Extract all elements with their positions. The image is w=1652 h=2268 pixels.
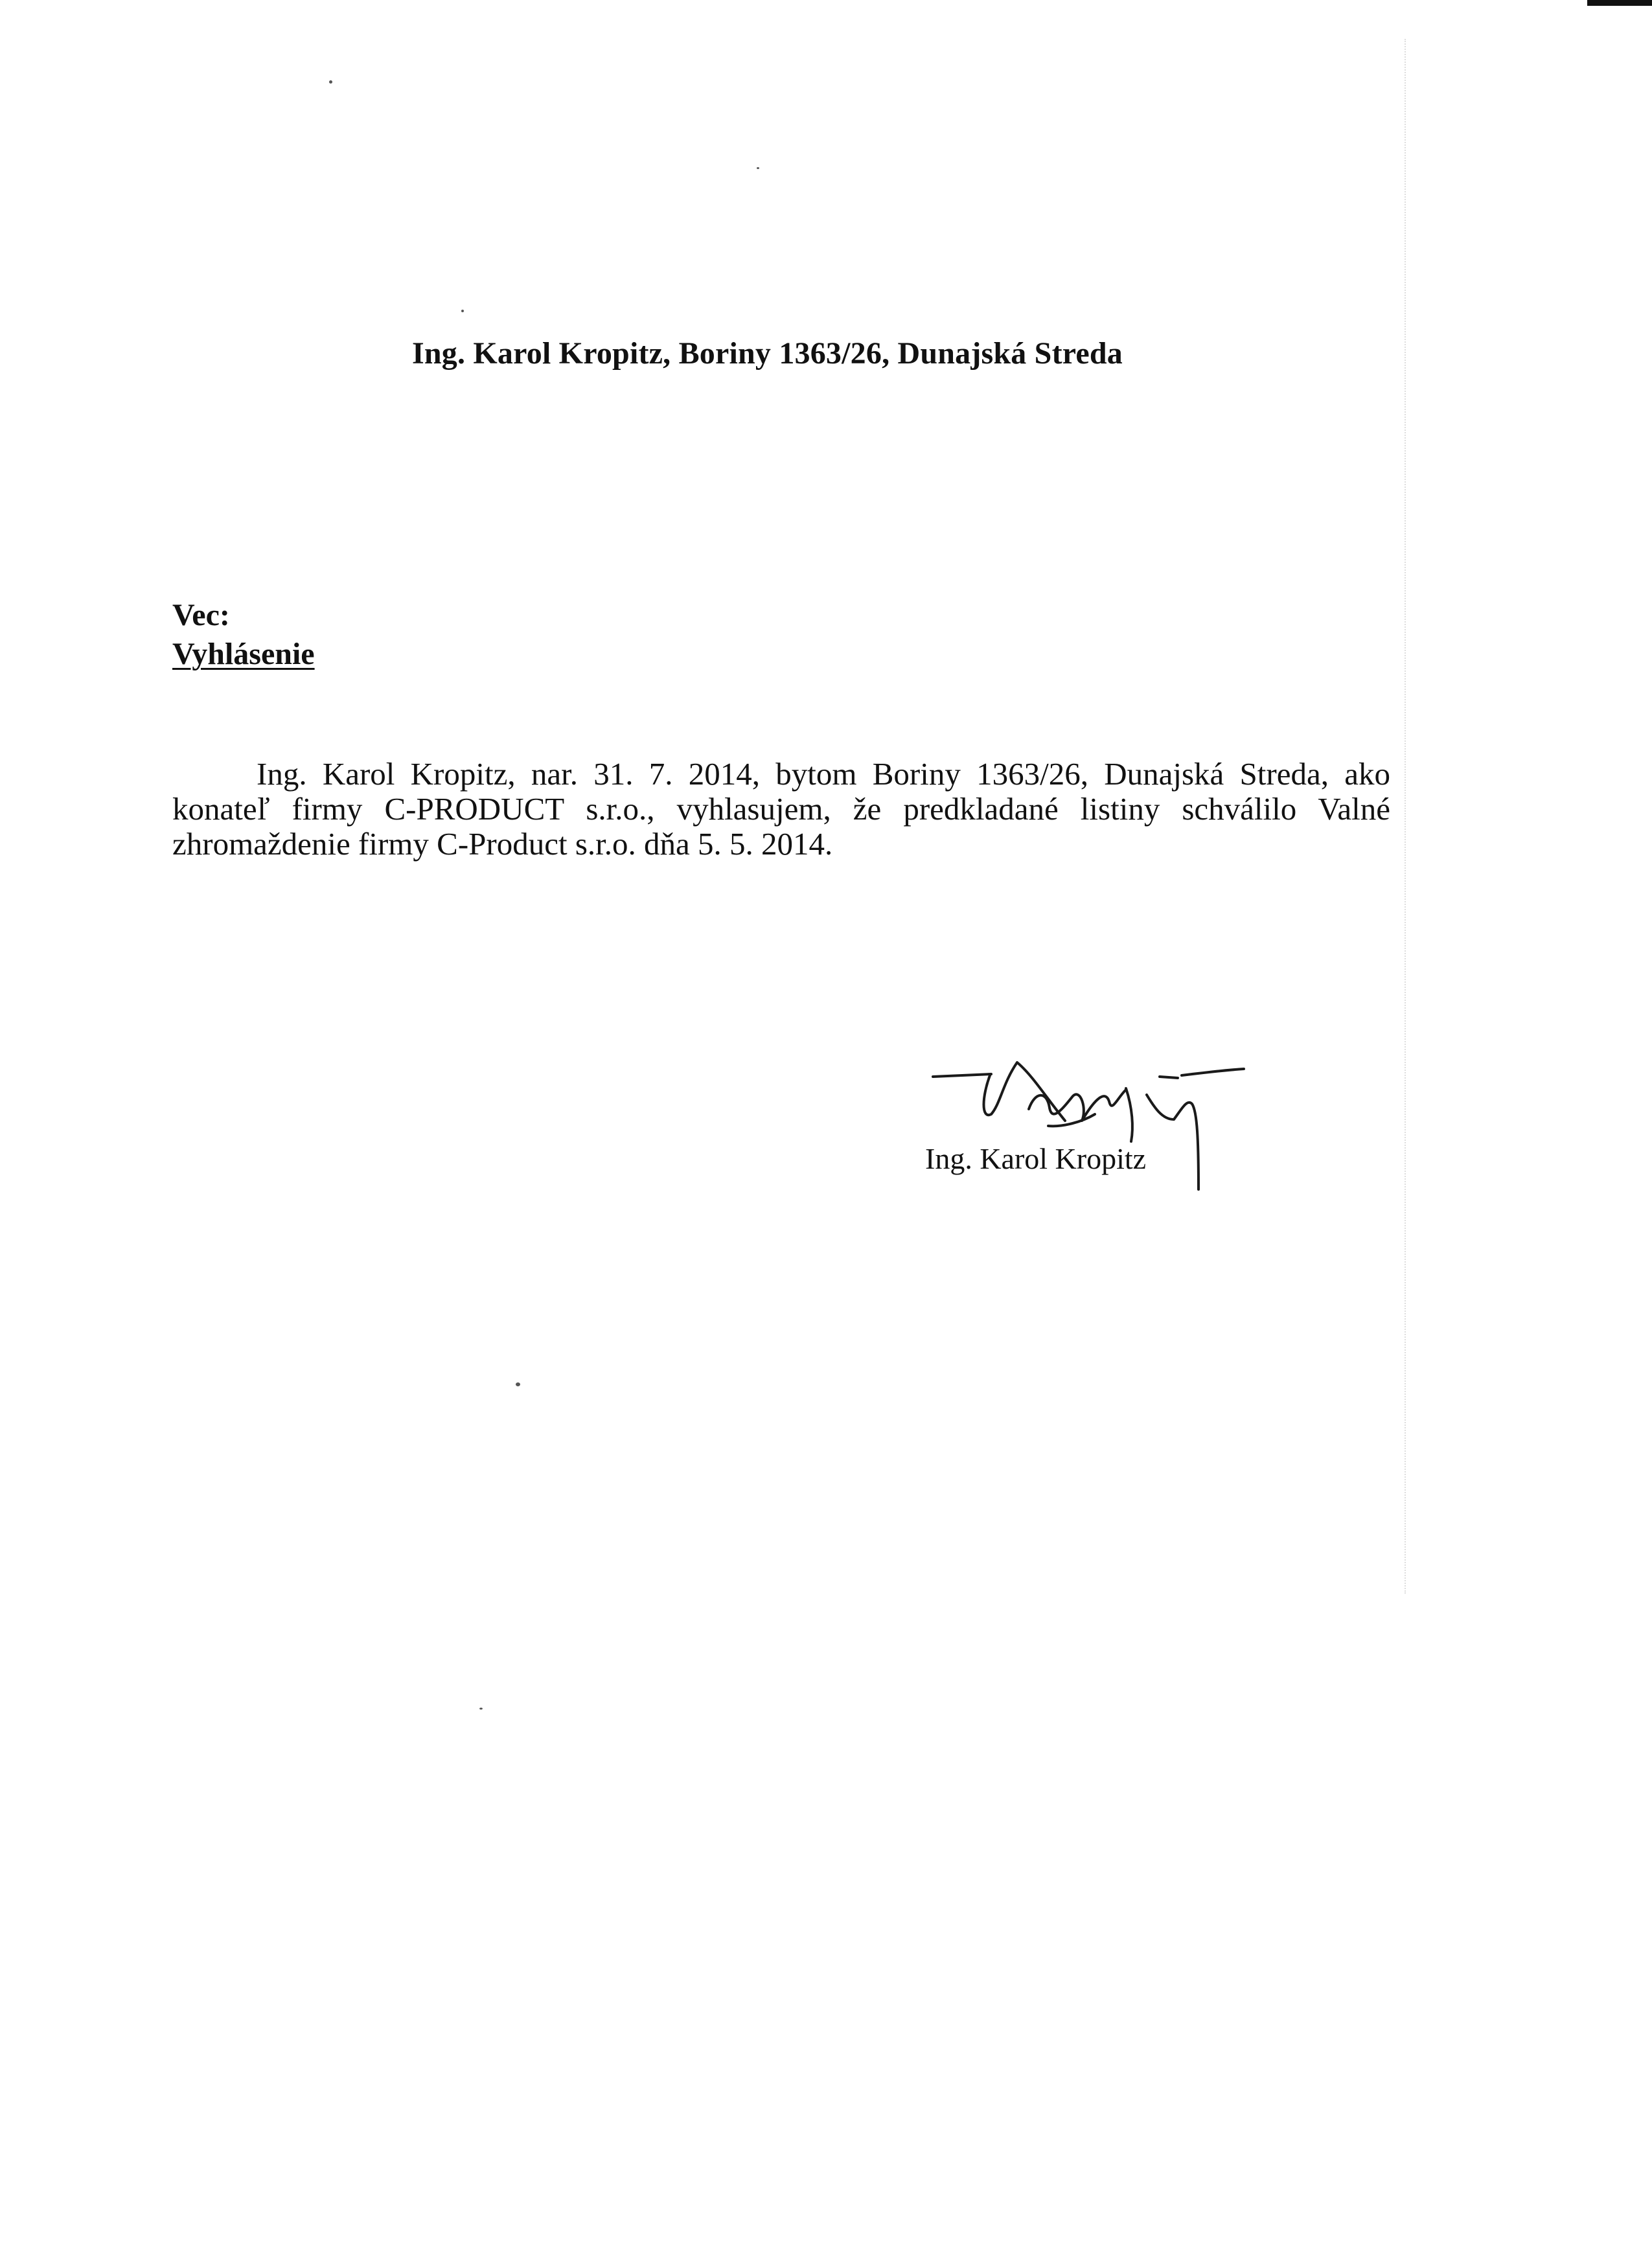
subject-label: Vec: xyxy=(172,598,230,632)
declaration-text: Ing. Karol Kropitz, nar. 31. 7. 2014, bytom Boriny 1363/26, Dunajská Streda, ako konateľ firmy C-PRODUCT s.r.o., vyhlasujem, že predkladané listiny schválilo Valné zhromaždenie firmy C-Product s.r.o. dňa 5. 5. 2014. xyxy=(172,756,1390,862)
scan-corner-mark xyxy=(1587,0,1652,6)
scan-speck xyxy=(461,310,464,312)
scan-speck xyxy=(757,167,759,169)
scan-speck xyxy=(329,80,332,84)
sender-header: Ing. Karol Kropitz, Boriny 1363/26, Dunajská Streda xyxy=(412,336,1123,371)
scan-speck xyxy=(479,1708,483,1710)
signer-name: Ing. Karol Kropitz xyxy=(925,1142,1147,1175)
handwritten-signature xyxy=(920,1037,1283,1205)
scan-edge-noise xyxy=(1405,39,1408,1594)
declaration-paragraph xyxy=(172,757,1390,862)
subject-title: Vyhlásenie xyxy=(172,637,315,671)
scan-speck xyxy=(516,1382,520,1386)
